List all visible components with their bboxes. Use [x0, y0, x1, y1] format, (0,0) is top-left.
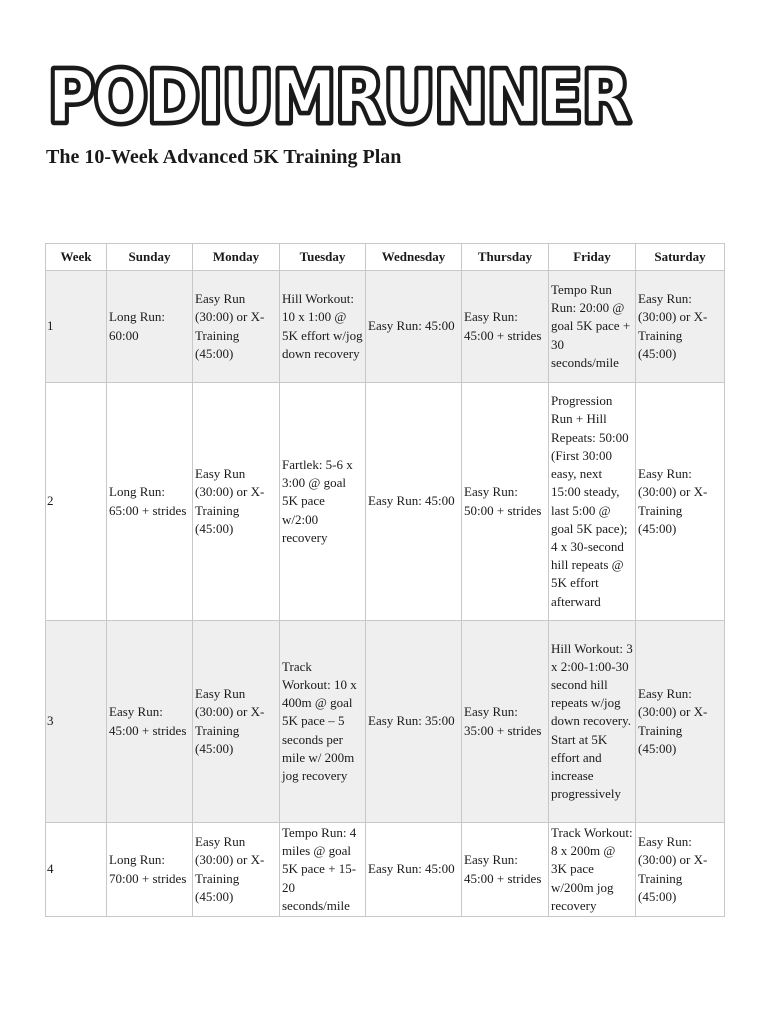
header-thursday: Thursday [462, 244, 549, 271]
cell-week: 2 [46, 383, 107, 621]
cell-monday: Easy Run (30:00) or X-Training (45:00) [193, 383, 280, 621]
header-monday: Monday [193, 244, 280, 271]
cell-week: 1 [46, 271, 107, 383]
cell-thursday: Easy Run: 50:00 + strides [462, 383, 549, 621]
cell-week: 4 [46, 823, 107, 917]
header-saturday: Saturday [636, 244, 725, 271]
header-friday: Friday [549, 244, 636, 271]
cell-tuesday: Tempo Run: 4 miles @ goal 5K pace + 15-20 seconds/mile [280, 823, 366, 917]
header-tuesday: Tuesday [280, 244, 366, 271]
table-row [46, 383, 725, 621]
document-title: The 10-Week Advanced 5K Training Plan [46, 146, 402, 168]
cell-tuesday: Track Workout: 10 x 400m @ goal 5K pace – 5 seconds per mile w/ 200m jog recovery [280, 621, 366, 823]
cell-wednesday: Easy Run: 45:00 [366, 271, 462, 383]
cell-tuesday: Fartlek: 5-6 x 3:00 @ goal 5K pace w/2:00 recovery [280, 383, 366, 621]
cell-thursday: Easy Run: 45:00 + strides [462, 271, 549, 383]
cell-tuesday: Hill Workout: 10 x 1:00 @ 5K effort w/jog down recovery [280, 271, 366, 383]
cell-wednesday: Easy Run: 35:00 [366, 621, 462, 823]
table-row [46, 271, 725, 383]
cell-saturday: Easy Run: (30:00) or X-Training (45:00) [636, 823, 725, 917]
header-wednesday: Wednesday [366, 244, 462, 271]
cell-monday: Easy Run (30:00) or X-Training (45:00) [193, 823, 280, 917]
cell-friday: Progression Run + Hill Repeats: 50:00 (First 30:00 easy, next 15:00 steady, last 5:00 @ goal 5K pace); 4 x 30-second hill repeats @ 5K effort afterward [549, 383, 636, 621]
cell-sunday: Long Run: 60:00 [107, 271, 193, 383]
cell-wednesday: Easy Run: 45:00 [366, 823, 462, 917]
brand-logo-text: PODIUMRUNNER [48, 58, 630, 134]
brand-logo [44, 58, 634, 134]
cell-friday: Tempo Run Run: 20:00 @ goal 5K pace + 30 seconds/mile [549, 271, 636, 383]
cell-friday: Track Workout: 8 x 200m @ 3K pace w/200m jog recovery [549, 823, 636, 917]
cell-thursday: Easy Run: 45:00 + strides [462, 823, 549, 917]
cell-saturday: Easy Run: (30:00) or X-Training (45:00) [636, 621, 725, 823]
cell-week: 3 [46, 621, 107, 823]
cell-friday: Hill Workout: 3 x 2:00-1:00-30 second hill repeats w/jog down recovery. Start at 5K effort and increase progressively [549, 621, 636, 823]
training-plan-table [45, 243, 725, 917]
cell-monday: Easy Run (30:00) or X-Training (45:00) [193, 621, 280, 823]
cell-sunday: Long Run: 65:00 + strides [107, 383, 193, 621]
table-header-row [46, 244, 725, 271]
brand-logo-text-inline: PODIUMRUNNER [48, 58, 630, 134]
cell-sunday: Easy Run: 45:00 + strides [107, 621, 193, 823]
table-row [46, 621, 725, 823]
cell-wednesday: Easy Run: 45:00 [366, 383, 462, 621]
cell-saturday: Easy Run: (30:00) or X-Training (45:00) [636, 383, 725, 621]
cell-thursday: Easy Run: 35:00 + strides [462, 621, 549, 823]
cell-saturday: Easy Run: (30:00) or X-Training (45:00) [636, 271, 725, 383]
header-sunday: Sunday [107, 244, 193, 271]
cell-monday: Easy Run (30:00) or X-Training (45:00) [193, 271, 280, 383]
cell-sunday: Long Run: 70:00 + strides [107, 823, 193, 917]
header-week: Week [46, 244, 107, 271]
brand-logo-wordmark [44, 58, 634, 134]
table-row [46, 823, 725, 917]
